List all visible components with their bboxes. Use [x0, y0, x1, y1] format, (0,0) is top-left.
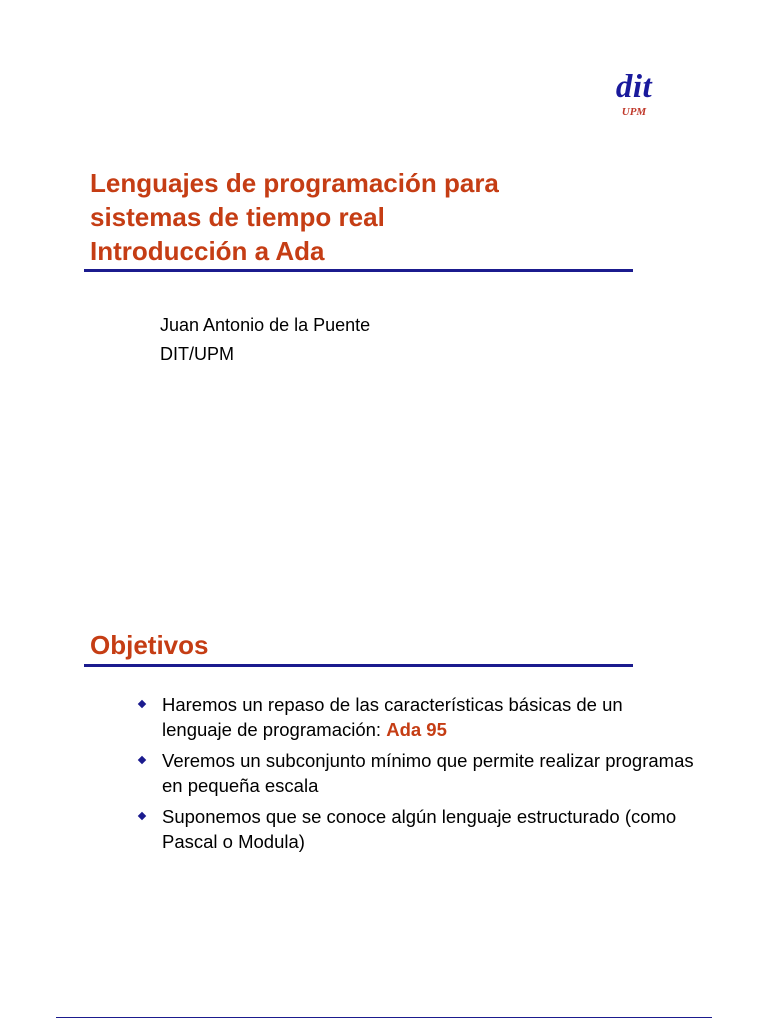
footer-divider [56, 1017, 712, 1018]
title-line-3: Introducción a Ada [90, 236, 325, 266]
title-divider [84, 269, 633, 272]
diamond-bullet-icon [138, 700, 146, 708]
list-item [136, 804, 696, 854]
list-item [136, 692, 696, 742]
diamond-bullet-icon [138, 756, 146, 764]
logo-dit-text: dit [615, 69, 653, 105]
dit-upm-logo [604, 70, 664, 118]
bullet-text: Haremos un repaso de las características básicas de un lenguaje de programación: [162, 694, 623, 740]
author-name: Juan Antonio de la Puente [160, 315, 371, 335]
diamond-bullet-icon [138, 812, 146, 820]
author-block [160, 311, 370, 369]
slide-title [90, 166, 650, 268]
title-line-2: sistemas de tiempo real [90, 202, 385, 232]
bullet-text: Veremos un subconjunto mínimo que permite realizar programas en pequeña escala [162, 750, 694, 796]
objectives-heading: Objetivos [90, 630, 209, 660]
objectives-list [136, 692, 696, 860]
logo-upm-text: UPM [621, 106, 647, 118]
objectives-divider [84, 664, 633, 667]
title-line-1: Lenguajes de programación para [90, 168, 499, 198]
bullet-highlight: Ada 95 [386, 719, 447, 740]
list-item [136, 748, 696, 798]
author-affiliation: DIT/UPM [160, 344, 234, 364]
bullet-text: Suponemos que se conoce algún lenguaje estructurado (como Pascal o Modula) [162, 806, 677, 852]
